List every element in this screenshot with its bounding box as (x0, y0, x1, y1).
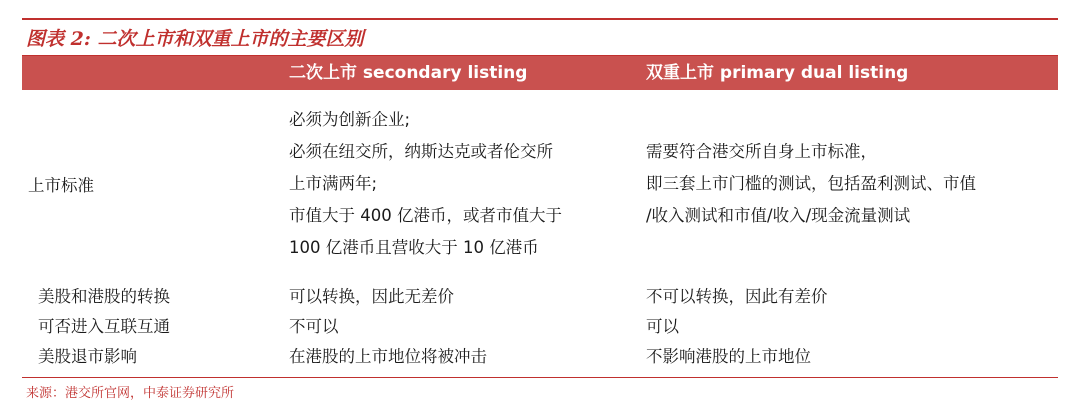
table-header (22, 56, 1058, 90)
header-dual-listing: 双重上市 primary dual listing (646, 63, 909, 83)
dual-value: 不可以转换，因此有差价 (646, 287, 828, 306)
table-row (0, 312, 1080, 342)
secondary-value: 在港股的上市地位将被冲击 (289, 347, 487, 366)
table-row (0, 342, 1080, 372)
secondary-criteria-line: 上市满两年; (289, 174, 378, 193)
top-rule (22, 18, 1058, 20)
secondary-listing-criteria (289, 104, 562, 264)
secondary-criteria-line: 必须在纽交所，纳斯达克或者伦交所 (289, 142, 553, 161)
dual-value: 不影响港股的上市地位 (646, 347, 811, 366)
dual-criteria-line: 即三套上市门槛的测试，包括盈利测试、市值 (646, 174, 976, 193)
header-secondary-listing: 二次上市 secondary listing (289, 63, 528, 83)
bottom-rule (22, 377, 1058, 378)
secondary-criteria-line: 市值大于 400 亿港币，或者市值大于 (289, 206, 562, 225)
table-row (0, 282, 1080, 312)
secondary-value: 不可以 (289, 317, 339, 336)
row-label: 美股退市影响 (38, 347, 137, 366)
row-label: 美股和港股的转换 (38, 287, 170, 306)
figure-title: 图表 2: 二次上市和双重上市的主要区别 (26, 28, 364, 50)
row-label-listing-criteria: 上市标准 (28, 176, 94, 195)
dual-criteria-line: /收入测试和市值/收入/现金流量测试 (646, 206, 911, 225)
secondary-value: 可以转换，因此无差价 (289, 287, 454, 306)
source-note: 来源：港交所官网，中泰证券研究所 (26, 386, 235, 401)
dual-value: 可以 (646, 317, 679, 336)
secondary-criteria-line: 100 亿港币且营收大于 10 亿港币 (289, 238, 539, 257)
dual-listing-criteria (646, 136, 976, 232)
dual-criteria-line: 需要符合港交所自身上市标准， (646, 142, 877, 161)
secondary-criteria-line: 必须为创新企业; (289, 110, 411, 129)
row-label: 可否进入互联互通 (38, 317, 170, 336)
